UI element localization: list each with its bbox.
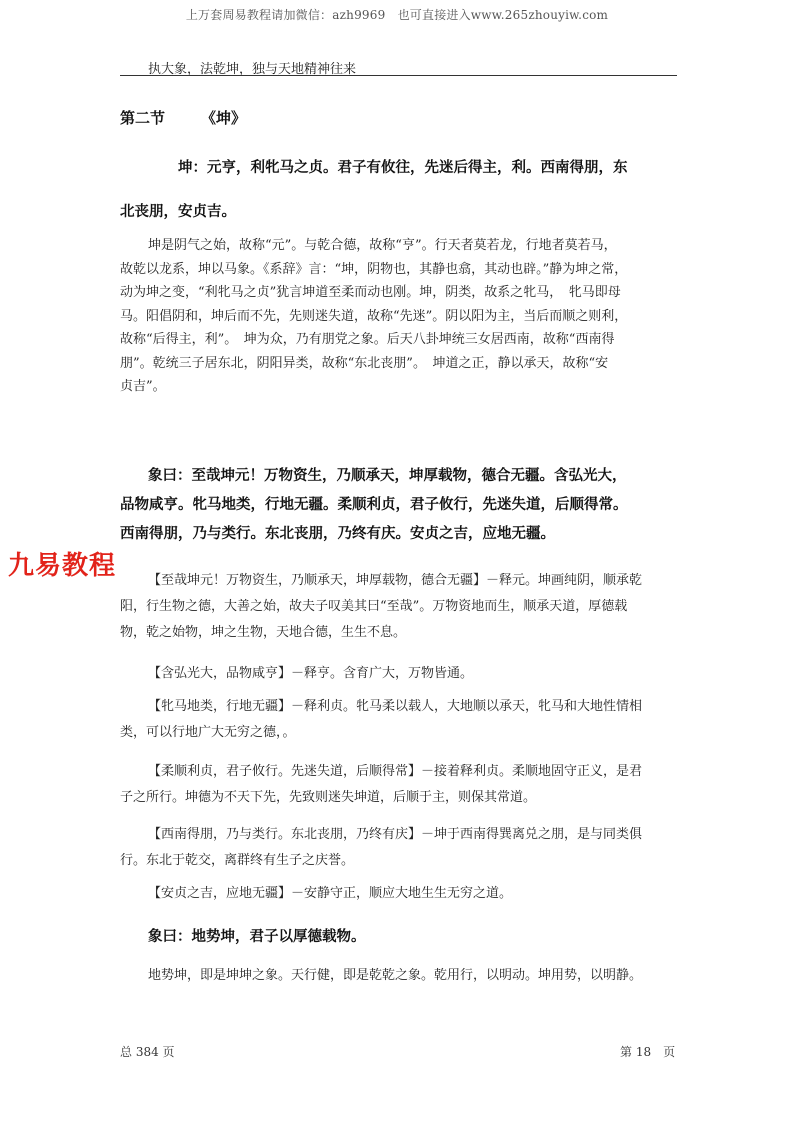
page-number: 第 18 页 xyxy=(620,1045,676,1059)
text-line: 【含弘光大，品物咸亨】－释亨。含育广大，万物皆通。 xyxy=(148,666,474,681)
text-line: 象曰：地势坤，君子以厚德载物。 xyxy=(148,929,366,945)
note-block-5 xyxy=(120,822,676,874)
text-line: 象曰：至哉坤元！万物资生，乃顺承天，坤厚载物，德合无疆。含弘光大， xyxy=(148,468,627,484)
note-block-2 xyxy=(120,662,676,686)
text-line: 【柔顺利贞，君子攸行。先迷失道，后顺得常】－接着释利贞。柔顺地固守正义，是君 xyxy=(148,764,643,779)
running-head: 执大象，法乾坤，独与天地精神往来 xyxy=(148,62,357,77)
text-line: 故称“后得主，利”。 坤为众，乃有朋党之象。后天八卦坤统三女居西南，故称“西南得 xyxy=(120,332,615,347)
text-line: 坤：元亨，利牝马之贞。君子有攸往，先迷后得主，利。西南得朋，东 xyxy=(178,160,628,176)
tuan-paragraph xyxy=(120,462,676,549)
text-line: 物，乾之始物，坤之生物，天地合德，生生不息。 xyxy=(120,625,407,640)
text-line: 西南得朋，乃与类行。东北丧朋，乃终有庆。安贞之吉，应地无疆。 xyxy=(120,526,555,542)
note-block-1 xyxy=(120,568,676,646)
text-line: 子之所行。坤德为不天下先，先致则迷失坤道，后顺于主，则保其常道。 xyxy=(120,790,537,805)
text-line: 类，可以行地广大无穷之德，。 xyxy=(120,725,296,740)
commentary-paragraph xyxy=(120,234,676,399)
note-block-3 xyxy=(120,694,676,746)
text-line: 动为坤之变，“利牝马之贞”犹言坤道至柔而动也刚。坤，阴类，故系之牝马， 牝马即母 xyxy=(120,285,621,300)
text-line: 地势坤，即是坤坤之象。天行健，即是乾乾之象。乾用行，以明动。坤用势，以明静。 xyxy=(148,968,643,983)
text-line: 【西南得朋，乃与类行。东北丧朋，乃终有庆】－坤于西南得巽离兑之朋，是与同类俱 xyxy=(148,827,643,842)
text-line: 【安贞之吉，应地无疆】－安静守正，顺应大地生生无穷之道。 xyxy=(148,886,513,901)
text-line: 坤是阴气之始，故称“元”。与乾合德，故称“亨”。行天者莫若龙，行地者莫若马， xyxy=(148,238,617,253)
text-line: 阳，行生物之德，大善之始，故夫子叹美其曰“至哉”。万物资地而生，顺承天道，厚德载 xyxy=(120,599,628,614)
site-logo: 九易教程 xyxy=(8,551,117,581)
xiang-paragraph xyxy=(120,922,676,952)
text-line: 朋”。乾统三子居东北，阴阳异类，故称“东北丧朋”。 坤道之正，静以承天，故称“安 xyxy=(120,355,609,371)
closing-paragraph xyxy=(120,964,676,988)
text-line: 马。阳倡阴和，坤后而不先，先则迷失道，故称“先迷”。阴以阳为主，当后而顺之则利， xyxy=(120,308,628,324)
text-line: 【至哉坤元！万物资生，乃顺承天，坤厚载物，德合无疆】－释元。坤画纯阴，顺承乾 xyxy=(148,573,643,588)
section-number: 第二节 xyxy=(120,109,166,127)
watermark-header: 上万套周易教程请加微信：azh9969 也可直接进入www.265zhouyiw.com xyxy=(185,8,609,22)
text-line: 北丧朋，安贞吉。 xyxy=(120,204,236,220)
hexagram-judgment xyxy=(120,153,676,227)
note-block-6 xyxy=(120,882,676,906)
text-line: 【牝马地类，行地无疆】－释利贞。牝马柔以载人，大地顺以承天，牝马和大地性情相 xyxy=(148,699,643,714)
text-line: 行。东北于乾交，离群终有生子之庆誉。 xyxy=(120,853,355,868)
header-rule xyxy=(120,75,677,76)
section-heading xyxy=(120,107,246,128)
page-total: 总 384 页 xyxy=(120,1045,175,1059)
section-title: 《坤》 xyxy=(201,109,247,127)
text-line: 故乾以龙系，坤以马象。《系辞》言：“坤，阴物也，其静也翕，其动也辟。”静为坤之常， xyxy=(120,261,628,277)
text-line: 贞吉”。 xyxy=(120,379,166,394)
note-block-4 xyxy=(120,759,676,811)
text-line: 品物咸亨。牝马地类，行地无疆。柔顺利贞，君子攸行，先迷失道，后顺得常。 xyxy=(120,497,628,513)
